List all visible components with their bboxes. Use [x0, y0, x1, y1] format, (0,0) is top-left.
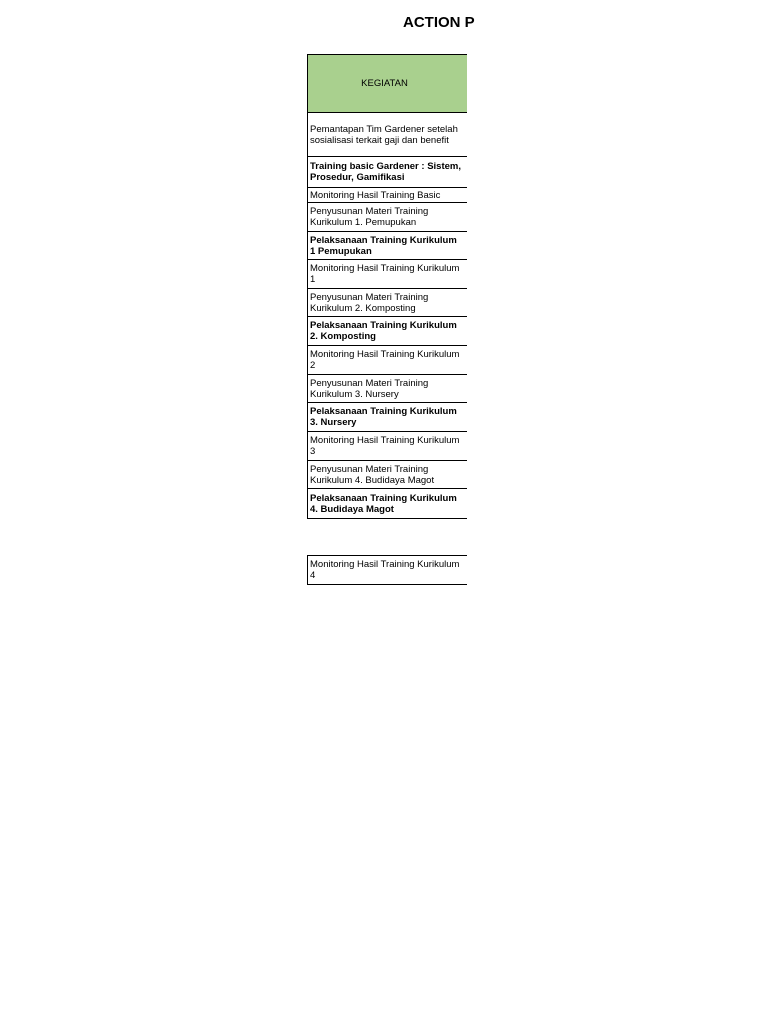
- document-title: ACTION P: [403, 14, 475, 31]
- row-label: Penyusunan Materi Training Kurikulum 1. Pemupukan: [310, 206, 429, 228]
- table-row: [307, 232, 467, 260]
- table-row: [307, 461, 467, 489]
- table-row: [307, 203, 467, 232]
- table-row: [307, 403, 467, 432]
- table-row: [307, 113, 467, 157]
- row-label: Monitoring Hasil Training Kurikulum 4: [310, 559, 460, 581]
- row-label: Pelaksanaan Training Kurikulum 3. Nursery: [310, 406, 457, 428]
- row-label: Pelaksanaan Training Kurikulum 4. Budidaya Magot: [310, 492, 457, 515]
- row-label: Training basic Gardener : Sistem, Prosedur, Gamifikasi: [310, 161, 461, 183]
- table-row: [307, 489, 467, 519]
- row-label: Penyusunan Materi Training Kurikulum 4. Budidaya Magot: [310, 463, 435, 486]
- column-header-kegiatan: KEGIATAN: [307, 54, 467, 113]
- table-row: [307, 157, 467, 188]
- row-label: Penyusunan Materi Training Kurikulum 2. Komposting: [310, 291, 429, 314]
- table-row: [307, 188, 467, 203]
- table-row: [307, 432, 467, 461]
- table-row: [307, 346, 467, 375]
- row-label: Monitoring Hasil Training Kurikulum 1: [310, 263, 460, 285]
- table-row: [307, 555, 467, 585]
- row-label: Pelaksanaan Training Kurikulum 2. Komposting: [310, 320, 457, 342]
- table-row: [307, 289, 467, 317]
- row-label: Pemantapan Tim Gardener setelah sosialisasi terkait gaji dan benefit: [310, 123, 458, 146]
- row-label: Monitoring Hasil Training Kurikulum 2: [310, 349, 460, 371]
- table-row: [307, 317, 467, 346]
- row-label: Monitoring Hasil Training Basic: [310, 189, 441, 201]
- table-row: [307, 375, 467, 403]
- row-label: Penyusunan Materi Training Kurikulum 3. Nursery: [310, 377, 429, 400]
- table-row: [307, 260, 467, 289]
- row-label: Pelaksanaan Training Kurikulum 1 Pemupukan: [310, 234, 457, 257]
- activity-table: [307, 54, 460, 586]
- row-label: Monitoring Hasil Training Kurikulum 3: [310, 435, 460, 457]
